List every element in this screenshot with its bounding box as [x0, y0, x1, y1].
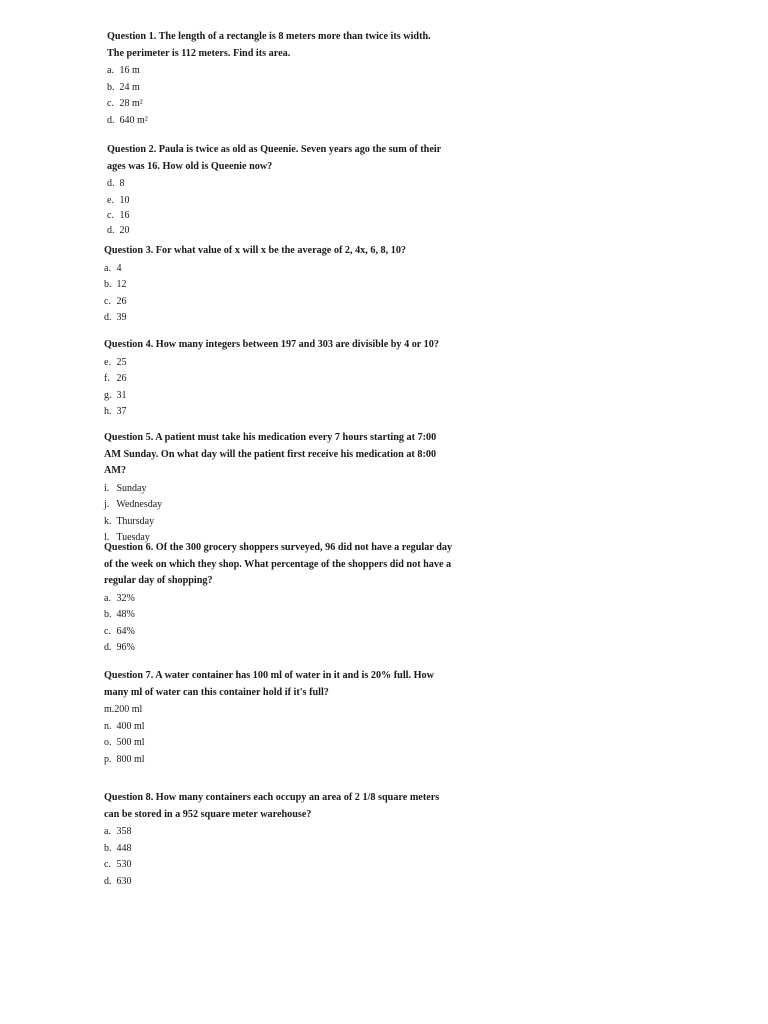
- question-5: [104, 430, 454, 547]
- option-text: 400 ml: [116, 720, 145, 732]
- question-1: [107, 29, 447, 129]
- answer-option: [104, 702, 460, 719]
- option-letter: l.: [104, 532, 110, 543]
- option-text: 640 m²: [119, 114, 148, 126]
- option-text: 10: [119, 194, 130, 206]
- option-text: 800 ml: [116, 753, 145, 765]
- option-letter: c.: [107, 210, 114, 221]
- option-text: 20: [119, 225, 130, 236]
- answer-option: [104, 624, 460, 641]
- answer-option: [104, 371, 464, 388]
- option-text: 31: [116, 389, 127, 401]
- answer-option: [104, 591, 460, 608]
- option-text: 4: [116, 262, 122, 274]
- answer-option: [104, 874, 444, 891]
- option-text: 32%: [116, 592, 135, 604]
- option-text: 358: [116, 826, 132, 837]
- question-text: Question 8. How many containers each occupy an area of 2 1/8 square meters can be stored in a 952 square meter warehouse?: [104, 792, 440, 820]
- answer-option: [104, 261, 464, 278]
- answer-option: [107, 176, 447, 193]
- answer-option: [104, 310, 464, 327]
- option-letter: c.: [104, 625, 111, 637]
- option-letter: k.: [104, 515, 112, 527]
- question-text: Question 5. A patient must take his medication every 7 hours starting at 7:00 AM Sunday. On what day will the patient first receive his medication at 8:00 AM?: [104, 432, 437, 476]
- option-text: 16: [119, 210, 130, 221]
- option-letter: p.: [104, 753, 112, 765]
- option-letter: d.: [107, 114, 115, 126]
- answer-option: [107, 80, 447, 97]
- option-letter: j.: [104, 499, 110, 510]
- answer-option: [104, 294, 464, 311]
- answer-option: [104, 355, 464, 372]
- question-8: [104, 790, 444, 890]
- option-letter: a.: [104, 592, 111, 604]
- option-letter: a.: [104, 826, 111, 837]
- option-letter: m.: [104, 704, 115, 715]
- option-letter: c.: [104, 295, 111, 307]
- option-letter: d.: [104, 875, 112, 887]
- option-text: Wednesday: [116, 499, 163, 510]
- option-text: 8: [119, 178, 125, 189]
- option-letter: e.: [104, 356, 111, 368]
- question-text: Question 6. Of the 300 grocery shoppers surveyed, 96 did not have a regular day of the week on which they shop. What percentage of the shoppers did not have a regular day of shopping?: [104, 542, 453, 586]
- question-text: Question 2. Paula is twice as old as Queenie. Seven years ago the sum of their ages was 16. How old is Queenie now?: [107, 144, 442, 172]
- option-text: 25: [116, 356, 127, 368]
- answer-option: [104, 481, 454, 498]
- option-text: 28 m²: [119, 98, 143, 109]
- option-letter: b.: [107, 81, 115, 93]
- option-text: 448: [116, 842, 132, 854]
- answer-option: [104, 719, 460, 736]
- option-text: 37: [116, 406, 127, 417]
- option-letter: b.: [104, 279, 112, 290]
- option-text: 26: [116, 295, 127, 307]
- option-text: 630: [116, 875, 132, 887]
- answer-option: [104, 841, 444, 858]
- option-text: 24 m: [119, 81, 140, 93]
- option-letter: d.: [104, 312, 112, 323]
- answer-option: [107, 63, 447, 80]
- answer-option: [104, 404, 464, 421]
- option-letter: a.: [107, 65, 114, 76]
- option-letter: b.: [104, 842, 112, 854]
- question-text: Question 4. How many integers between 197 and 303 are divisible by 4 or 10?: [104, 339, 439, 350]
- answer-option: [107, 96, 447, 113]
- answer-option: [104, 388, 464, 405]
- option-letter: d.: [104, 642, 112, 653]
- option-letter: n.: [104, 720, 112, 732]
- option-text: 26: [116, 373, 127, 384]
- option-text: Tuesday: [116, 532, 150, 543]
- option-letter: e.: [107, 194, 114, 206]
- question-6: [104, 540, 460, 657]
- answer-option: [107, 209, 447, 223]
- option-letter: o.: [104, 737, 112, 748]
- option-letter: h.: [104, 406, 112, 417]
- option-text: 16 m: [119, 65, 140, 76]
- question-7: [104, 668, 460, 768]
- question-text: Question 1. The length of a rectangle is 8 meters more than twice its width. The perimeter is 112 meters. Find its area.: [107, 31, 431, 59]
- option-text: Sunday: [116, 482, 147, 494]
- option-text: 12: [116, 279, 127, 290]
- question-text: Question 7. A water container has 100 ml of water in it and is 20% full. How many ml of water can this container hold if it's full?: [104, 670, 434, 698]
- answer-option: [107, 223, 447, 240]
- answer-option: [104, 277, 464, 294]
- option-letter: i.: [104, 482, 110, 494]
- option-letter: g.: [104, 389, 112, 401]
- option-text: 500 ml: [116, 737, 145, 748]
- answer-option: [107, 113, 447, 130]
- answer-option: [104, 514, 454, 531]
- question-text: Question 3. For what value of x will x be the average of 2, 4x, 6, 8, 10?: [104, 245, 407, 256]
- option-text: 530: [116, 859, 132, 870]
- option-text: 48%: [116, 609, 135, 620]
- question-3: [104, 243, 464, 327]
- answer-option: [104, 497, 454, 514]
- answer-option: [104, 735, 460, 752]
- answer-option: [104, 824, 444, 841]
- option-text: 200 ml: [114, 704, 143, 715]
- answer-option: [107, 193, 447, 210]
- option-letter: b.: [104, 609, 112, 620]
- answer-option: [104, 607, 460, 624]
- option-letter: d.: [107, 178, 115, 189]
- answer-option: [104, 857, 444, 874]
- answer-option: [104, 752, 460, 769]
- option-letter: a.: [104, 262, 111, 274]
- option-text: 96%: [116, 642, 135, 653]
- option-text: 39: [116, 312, 127, 323]
- question-4: [104, 337, 464, 421]
- answer-option: [104, 640, 460, 657]
- option-letter: c.: [107, 98, 114, 109]
- option-text: 64%: [116, 625, 135, 637]
- option-letter: d.: [107, 225, 115, 236]
- question-2: [107, 142, 447, 240]
- option-letter: f.: [104, 373, 110, 384]
- option-text: Thursday: [116, 515, 155, 527]
- option-letter: c.: [104, 859, 111, 870]
